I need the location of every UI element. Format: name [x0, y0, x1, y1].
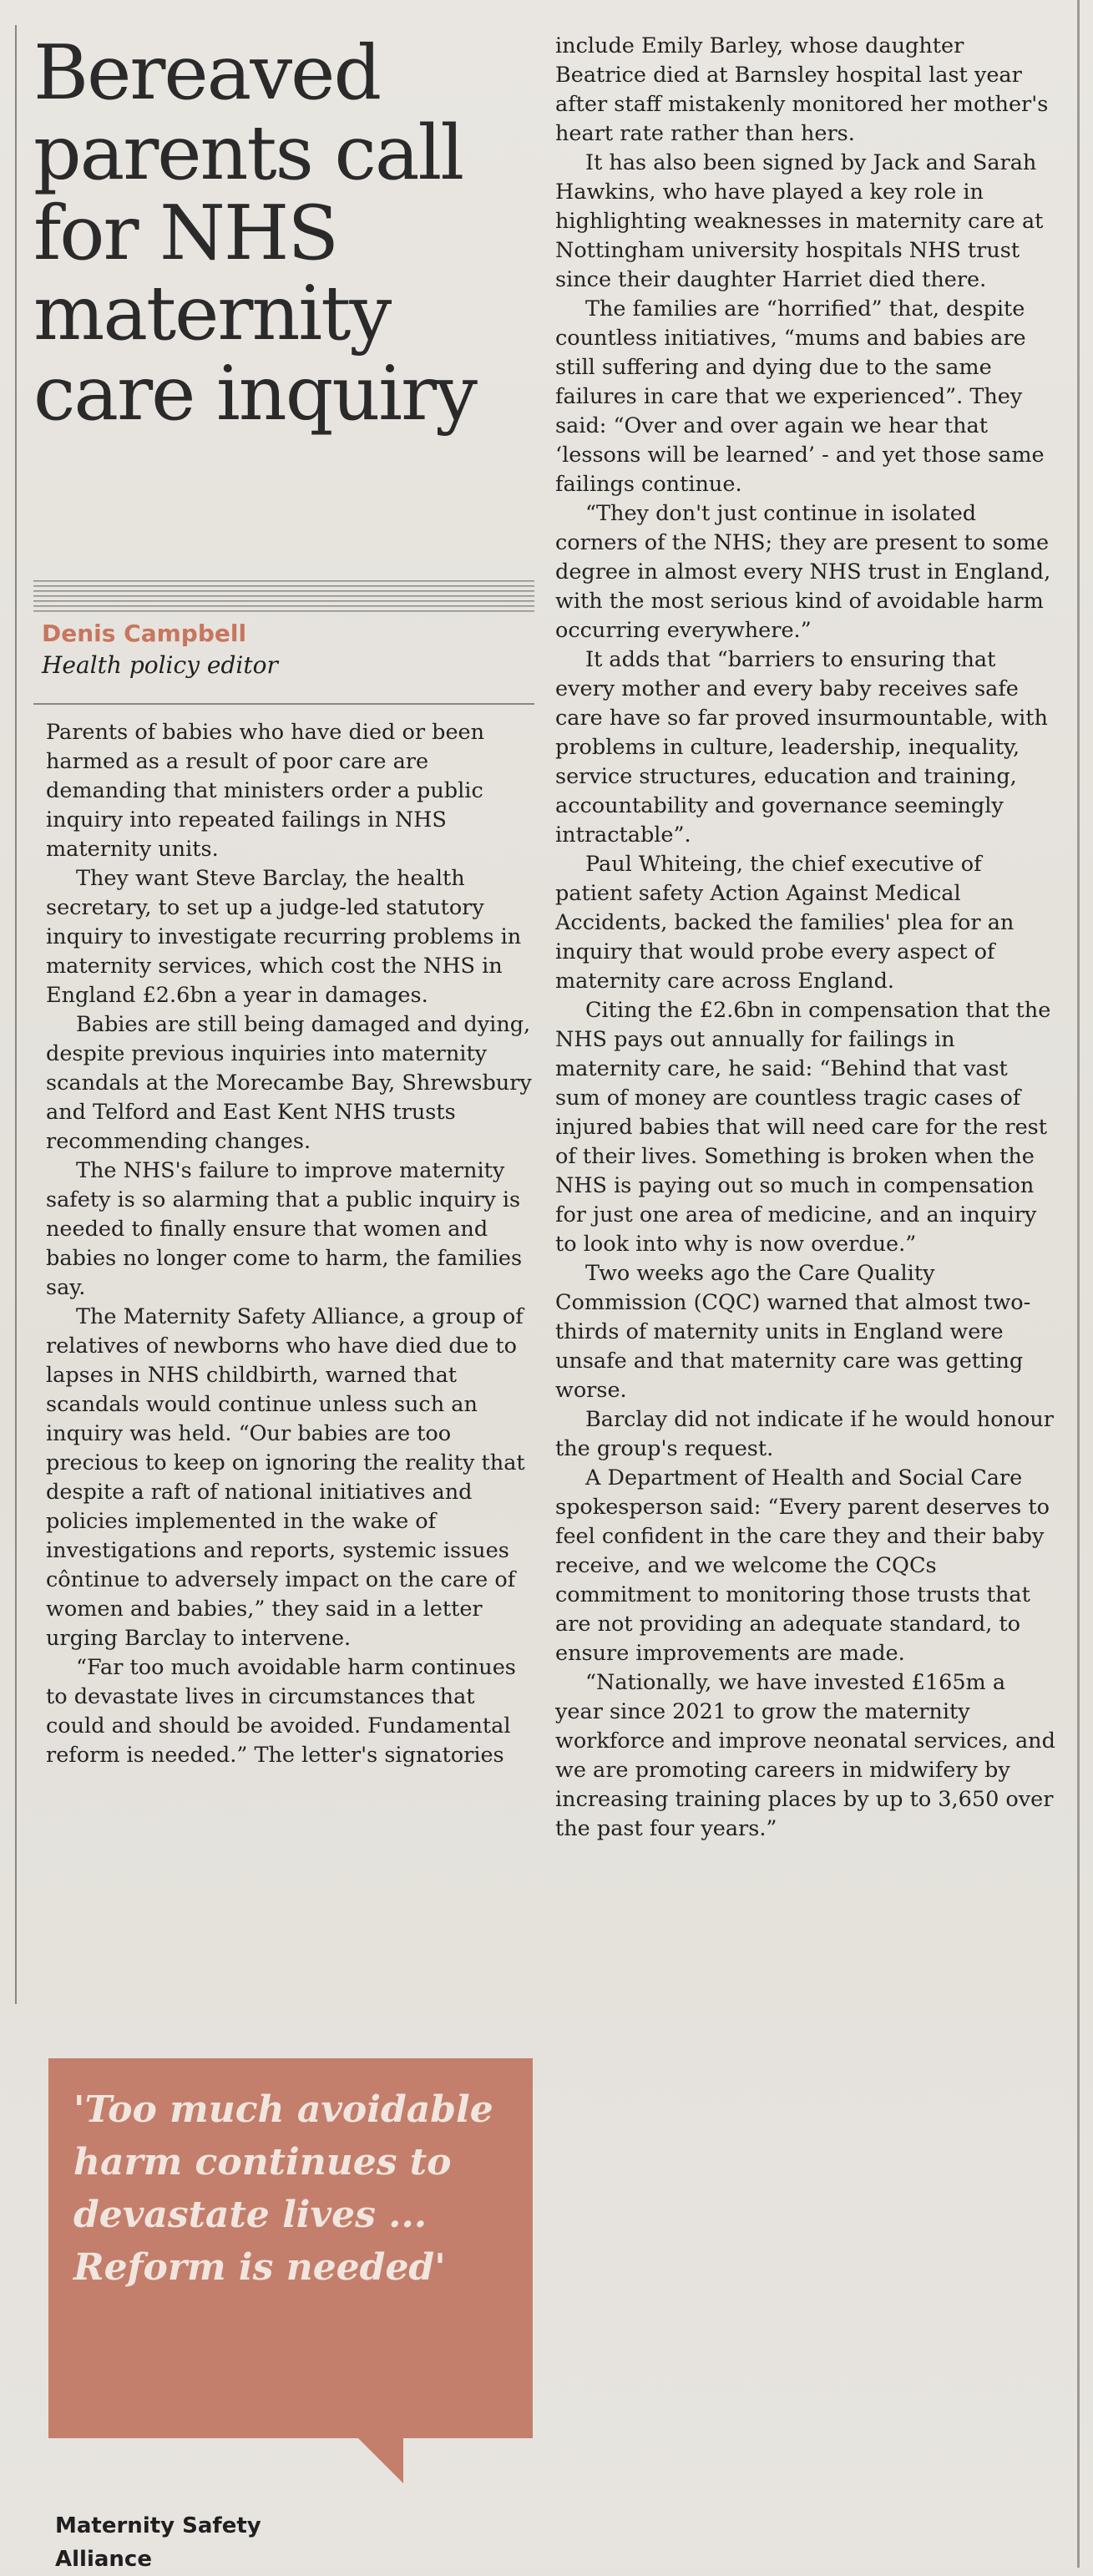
pullquote-tail [357, 2437, 403, 2483]
page-edge [1077, 0, 1080, 2568]
body-paragraph: Barclay did not indicate if he would honour the group's request. [555, 1407, 1054, 1461]
body-paragraph: Parents of babies who have died or been harmed as a result of poor care are demanding that ministers order a public inquiry into repeated failings in NHS maternity units. [46, 720, 485, 862]
body-paragraph: “They don't just continue in isolated corners of the NHS; they are present to some degree in almost every NHS trust in England, with the most serious kind of avoidable harm occurring everywhere.” [555, 501, 1051, 643]
pullquote [48, 2058, 533, 2572]
body-column-right [555, 32, 1056, 1844]
body-paragraph: The Maternity Safety Alliance, a group of relatives of newborns who have died due to lapses in NHS childbirth, warned that scandals would continue unless such an inquiry was held. “Our babies are too precious to keep on ignoring the reality that despite a raft of national initiatives and policies implemented in the wake of investigations and reports, systemic issues côntinue to adversely impact on the care of women and babies,” they said in a letter urging Barclay to intervene. [46, 1304, 525, 1651]
body-paragraph: They want Steve Barclay, the health secretary, to set up a judge-led statutory inquiry to investigate recurring problems in maternity services, which cost the NHS in England £2.6bn a year in damages. [46, 866, 522, 1008]
body-paragraph: Citing the £2.6bn in compensation that the NHS pays out annually for failings in maternity care, he said: “Behind that vast sum of money are countless tragic cases of injured babies that will need care for the rest of their lives. Something is broken when the NHS is paying out so much in compensation for just one area of medicine, and an inquiry to look into why is now overdue.” [555, 998, 1051, 1257]
column-rule [15, 25, 17, 2004]
body-paragraph: The NHS's failure to improve maternity safety is so alarming that a public inquiry is needed to finally ensure that women and babies no longer come to harm, the families say. [46, 1158, 523, 1300]
body-column-left [46, 718, 532, 1770]
body-paragraph: The families are “horrified” that, despite countless initiatives, “mums and babies are still suffering and dying due to the same failures in care that we experienced”. They said: “Over and over again we hear that ‘lessons will be learned’ - and yet those same failings continue. [555, 296, 1045, 497]
body-paragraph: Babies are still being damaged and dying, despite previous inquiries into maternity scandals at the Morecambe Bay, Shrewsbury and Telford and East Kent NHS trusts recommending changes. [46, 1012, 532, 1154]
body-paragraph: A Department of Health and Social Care spokesperson said: “Every parent deserves to feel confident in the care they and their baby receive, and we welcome the CQCs commitment to monitoring those trusts that are not providing an adequate standard, to ensure improvements are made. [555, 1465, 1050, 1666]
byline-role: Health policy editor [42, 651, 278, 679]
headline-hatch-divider [33, 580, 534, 612]
body-paragraph: It adds that “barriers to ensuring that every mother and every baby receives safe care have so far proved insurmountable, with problems in culture, leadership, inequality, service structures, education and training, accountability and governance seemingly intractable”. [555, 647, 1048, 848]
body-paragraph: “Far too much avoidable harm continues to devastate lives in circumstances that could and should be avoided. Fundamental reform is needed.” The letter's signatories [46, 1655, 516, 1768]
body-paragraph: It has also been signed by Jack and Sarah Hawkins, who have played a key role in highlighting weaknesses in maternity care at Nottingham university hospitals NHS trust since their daughter Harriet died there. [555, 150, 1044, 292]
body-paragraph: include Emily Barley, whose daughter Beatrice died at Barnsley hospital last year after staff mistakenly monitored her mother's heart rate rather than hers. [555, 33, 1049, 146]
byline-divider [33, 703, 534, 705]
pullquote-attribution: Maternity Safety Alliance [55, 2513, 261, 2572]
body-paragraph: Paul Whiteing, the chief executive of patient safety Action Against Medical Accidents, backed the families' plea for an inquiry that would probe every aspect of maternity care across England. [555, 852, 1015, 994]
byline [42, 618, 509, 681]
body-paragraph: “Nationally, we have invested £165m a year since 2021 to grow the maternity workforce and improve neonatal services, and we are promoting careers in midwifery by increasing training places by up to 3,650 over the past four years.” [555, 1670, 1055, 1841]
pullquote-text: 'Too much avoidable harm continues to devastate lives ... Reform is needed' [73, 2088, 493, 2289]
byline-name: Denis Campbell [42, 620, 247, 647]
body-paragraph: Two weeks ago the Care Quality Commission (CQC) warned that almost two-thirds of maternity units in England were unsafe and that maternity care was getting worse. [555, 1261, 1031, 1403]
headline: Bereaved parents call for NHS maternity care inquiry [33, 29, 476, 438]
